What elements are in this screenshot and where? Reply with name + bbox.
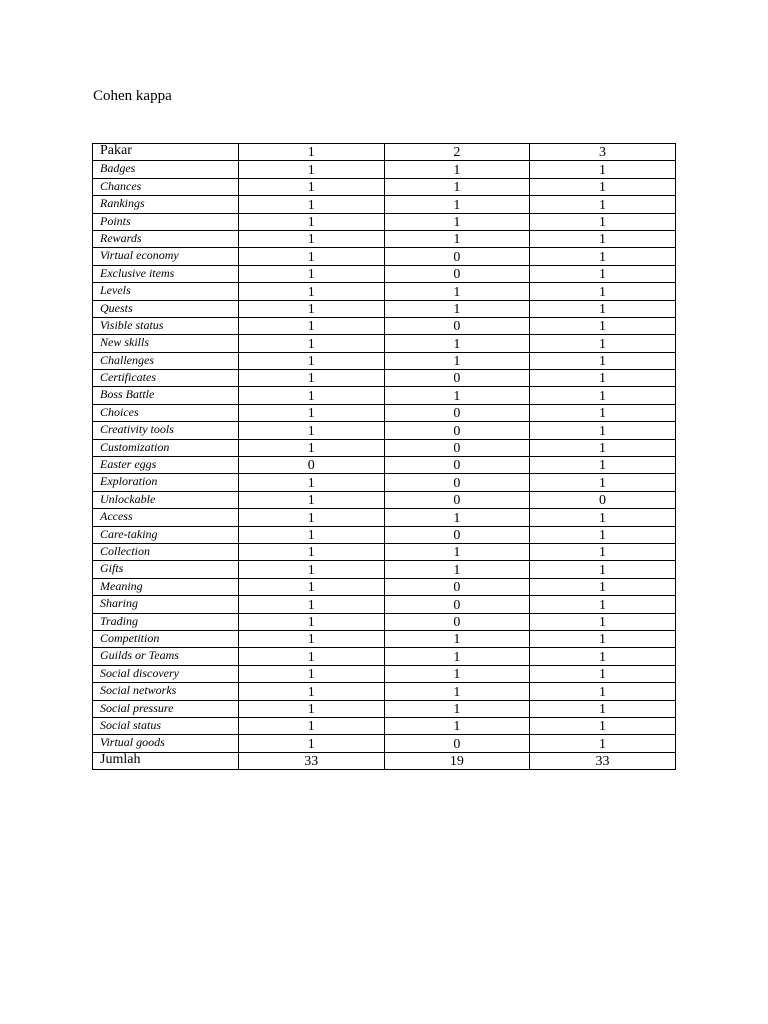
row-value-expert-2: 1: [384, 543, 530, 560]
row-value-expert-3: 1: [530, 648, 676, 665]
table-row: [93, 387, 676, 404]
row-value-expert-3: 1: [530, 683, 676, 700]
row-value-expert-2: 1: [384, 230, 530, 247]
row-label: Badges: [93, 161, 239, 178]
row-value-expert-2: 1: [384, 161, 530, 178]
row-value-expert-1: 1: [239, 248, 385, 265]
row-value-expert-3: 1: [530, 300, 676, 317]
row-value-expert-2: 1: [384, 630, 530, 647]
table-row: [93, 543, 676, 560]
row-value-expert-2: 0: [384, 526, 530, 543]
row-value-expert-3: 1: [530, 335, 676, 352]
table-row: [93, 283, 676, 300]
row-value-expert-3: 1: [530, 630, 676, 647]
row-value-expert-3: 1: [530, 265, 676, 282]
row-value-expert-1: 1: [239, 422, 385, 439]
table-row: [93, 439, 676, 456]
table-row: [93, 404, 676, 421]
row-value-expert-3: 1: [530, 161, 676, 178]
row-value-expert-1: 1: [239, 317, 385, 334]
row-value-expert-1: 0: [239, 457, 385, 474]
row-value-expert-2: 1: [384, 196, 530, 213]
row-value-expert-2: 1: [384, 283, 530, 300]
row-label: New skills: [93, 335, 239, 352]
row-label: Social status: [93, 717, 239, 734]
table-row: [93, 335, 676, 352]
row-value-expert-3: 1: [530, 735, 676, 752]
row-label: Meaning: [93, 578, 239, 595]
row-value-expert-2: 1: [384, 561, 530, 578]
row-label: Virtual goods: [93, 735, 239, 752]
row-value-expert-3: 1: [530, 422, 676, 439]
table-row: [93, 370, 676, 387]
row-label: Challenges: [93, 352, 239, 369]
table-row: [93, 178, 676, 195]
row-value-expert-2: 0: [384, 439, 530, 456]
row-value-expert-2: 1: [384, 717, 530, 734]
header-row: [93, 144, 676, 161]
page-title: Cohen kappa: [93, 88, 172, 104]
table-row: [93, 265, 676, 282]
row-value-expert-1: 1: [239, 683, 385, 700]
row-value-expert-1: 1: [239, 735, 385, 752]
row-value-expert-1: 1: [239, 265, 385, 282]
row-value-expert-3: 1: [530, 543, 676, 560]
row-value-expert-2: 1: [384, 387, 530, 404]
row-label: Collection: [93, 543, 239, 560]
row-value-expert-3: 1: [530, 178, 676, 195]
row-label: Care-taking: [93, 526, 239, 543]
row-value-expert-3: 1: [530, 665, 676, 682]
row-value-expert-3: 1: [530, 700, 676, 717]
row-label: Creativity tools: [93, 422, 239, 439]
table-row: [93, 509, 676, 526]
row-label: Virtual economy: [93, 248, 239, 265]
row-value-expert-1: 1: [239, 213, 385, 230]
table-row: [93, 230, 676, 247]
row-value-expert-2: 1: [384, 335, 530, 352]
row-value-expert-1: 1: [239, 439, 385, 456]
row-label: Customization: [93, 439, 239, 456]
row-value-expert-1: 1: [239, 717, 385, 734]
table-row: [93, 578, 676, 595]
row-label: Exploration: [93, 474, 239, 491]
table-row: [93, 457, 676, 474]
row-value-expert-1: 1: [239, 578, 385, 595]
row-label: Choices: [93, 404, 239, 421]
row-label: Points: [93, 213, 239, 230]
row-label: Sharing: [93, 596, 239, 613]
row-value-expert-2: 1: [384, 683, 530, 700]
row-label: Unlockable: [93, 491, 239, 508]
header-cell-expert-1: 1: [239, 144, 385, 161]
total-expert-3: 33: [530, 752, 676, 769]
row-value-expert-3: 1: [530, 370, 676, 387]
total-expert-2: 19: [384, 752, 530, 769]
table-row: [93, 648, 676, 665]
table-row: [93, 665, 676, 682]
row-value-expert-3: 1: [530, 717, 676, 734]
row-value-expert-3: 1: [530, 439, 676, 456]
row-label: Certificates: [93, 370, 239, 387]
table-row: [93, 613, 676, 630]
table-row: [93, 474, 676, 491]
table-row: [93, 717, 676, 734]
row-value-expert-2: 0: [384, 596, 530, 613]
row-value-expert-2: 1: [384, 213, 530, 230]
row-label: Trading: [93, 613, 239, 630]
row-value-expert-3: 1: [530, 509, 676, 526]
row-value-expert-3: 1: [530, 387, 676, 404]
row-value-expert-1: 1: [239, 474, 385, 491]
row-label: Chances: [93, 178, 239, 195]
header-cell-expert-2: 2: [384, 144, 530, 161]
row-label: Quests: [93, 300, 239, 317]
header-cell-expert-3: 3: [530, 144, 676, 161]
row-value-expert-1: 1: [239, 161, 385, 178]
row-value-expert-3: 1: [530, 404, 676, 421]
row-value-expert-2: 1: [384, 665, 530, 682]
row-value-expert-1: 1: [239, 526, 385, 543]
row-value-expert-3: 1: [530, 352, 676, 369]
row-value-expert-1: 1: [239, 404, 385, 421]
row-value-expert-1: 1: [239, 648, 385, 665]
row-value-expert-3: 1: [530, 196, 676, 213]
row-label: Levels: [93, 283, 239, 300]
table-row: [93, 300, 676, 317]
row-value-expert-1: 1: [239, 700, 385, 717]
row-label: Easter eggs: [93, 457, 239, 474]
row-label: Boss Battle: [93, 387, 239, 404]
row-value-expert-3: 1: [530, 526, 676, 543]
row-value-expert-3: 1: [530, 283, 676, 300]
row-value-expert-1: 1: [239, 596, 385, 613]
row-value-expert-1: 1: [239, 335, 385, 352]
row-value-expert-1: 1: [239, 543, 385, 560]
row-value-expert-1: 1: [239, 178, 385, 195]
row-value-expert-2: 0: [384, 474, 530, 491]
row-value-expert-3: 1: [530, 474, 676, 491]
table-row: [93, 683, 676, 700]
header-cell-pakar: Pakar: [93, 144, 239, 161]
row-value-expert-2: 0: [384, 578, 530, 595]
row-label: Competition: [93, 630, 239, 647]
row-value-expert-3: 1: [530, 317, 676, 334]
row-value-expert-1: 1: [239, 196, 385, 213]
table-header: [93, 144, 676, 161]
table-row: [93, 561, 676, 578]
row-value-expert-1: 1: [239, 491, 385, 508]
row-value-expert-1: 1: [239, 283, 385, 300]
table-row: [93, 735, 676, 752]
table-row: [93, 213, 676, 230]
row-value-expert-1: 1: [239, 613, 385, 630]
row-value-expert-3: 1: [530, 561, 676, 578]
table-row: [93, 596, 676, 613]
row-label: Social networks: [93, 683, 239, 700]
row-value-expert-1: 1: [239, 352, 385, 369]
row-value-expert-3: 1: [530, 457, 676, 474]
row-label: Social pressure: [93, 700, 239, 717]
kappa-table: [92, 143, 676, 770]
table-row: [93, 491, 676, 508]
table-row: [93, 422, 676, 439]
row-value-expert-1: 1: [239, 230, 385, 247]
row-value-expert-1: 1: [239, 387, 385, 404]
table-footer: [93, 752, 676, 769]
table-row: [93, 248, 676, 265]
table-row: [93, 526, 676, 543]
row-value-expert-2: 0: [384, 370, 530, 387]
row-value-expert-2: 1: [384, 178, 530, 195]
row-value-expert-2: 0: [384, 491, 530, 508]
row-value-expert-1: 1: [239, 561, 385, 578]
table-row: [93, 317, 676, 334]
row-value-expert-2: 1: [384, 509, 530, 526]
row-value-expert-3: 0: [530, 491, 676, 508]
row-label: Access: [93, 509, 239, 526]
row-value-expert-1: 1: [239, 665, 385, 682]
row-value-expert-2: 1: [384, 700, 530, 717]
row-value-expert-3: 1: [530, 578, 676, 595]
row-value-expert-2: 0: [384, 248, 530, 265]
table-row: [93, 161, 676, 178]
row-value-expert-3: 1: [530, 213, 676, 230]
row-value-expert-2: 0: [384, 265, 530, 282]
row-value-expert-2: 0: [384, 317, 530, 334]
row-value-expert-2: 0: [384, 613, 530, 630]
table-body: [93, 161, 676, 752]
row-value-expert-1: 1: [239, 630, 385, 647]
total-row: [93, 752, 676, 769]
row-value-expert-3: 1: [530, 248, 676, 265]
row-value-expert-3: 1: [530, 230, 676, 247]
row-value-expert-2: 1: [384, 300, 530, 317]
row-value-expert-1: 1: [239, 509, 385, 526]
row-label: Gifts: [93, 561, 239, 578]
row-value-expert-2: 1: [384, 648, 530, 665]
row-value-expert-1: 1: [239, 370, 385, 387]
row-value-expert-3: 1: [530, 596, 676, 613]
table-row: [93, 352, 676, 369]
row-label: Social discovery: [93, 665, 239, 682]
row-label: Exclusive items: [93, 265, 239, 282]
row-value-expert-3: 1: [530, 613, 676, 630]
row-label: Visible status: [93, 317, 239, 334]
row-value-expert-1: 1: [239, 300, 385, 317]
total-label: Jumlah: [93, 752, 239, 769]
table-row: [93, 196, 676, 213]
row-value-expert-2: 1: [384, 352, 530, 369]
row-value-expert-2: 0: [384, 404, 530, 421]
row-label: Rewards: [93, 230, 239, 247]
row-label: Rankings: [93, 196, 239, 213]
row-value-expert-2: 0: [384, 457, 530, 474]
row-value-expert-2: 0: [384, 735, 530, 752]
table-row: [93, 630, 676, 647]
table-row: [93, 700, 676, 717]
total-expert-1: 33: [239, 752, 385, 769]
row-value-expert-2: 0: [384, 422, 530, 439]
row-label: Guilds or Teams: [93, 648, 239, 665]
